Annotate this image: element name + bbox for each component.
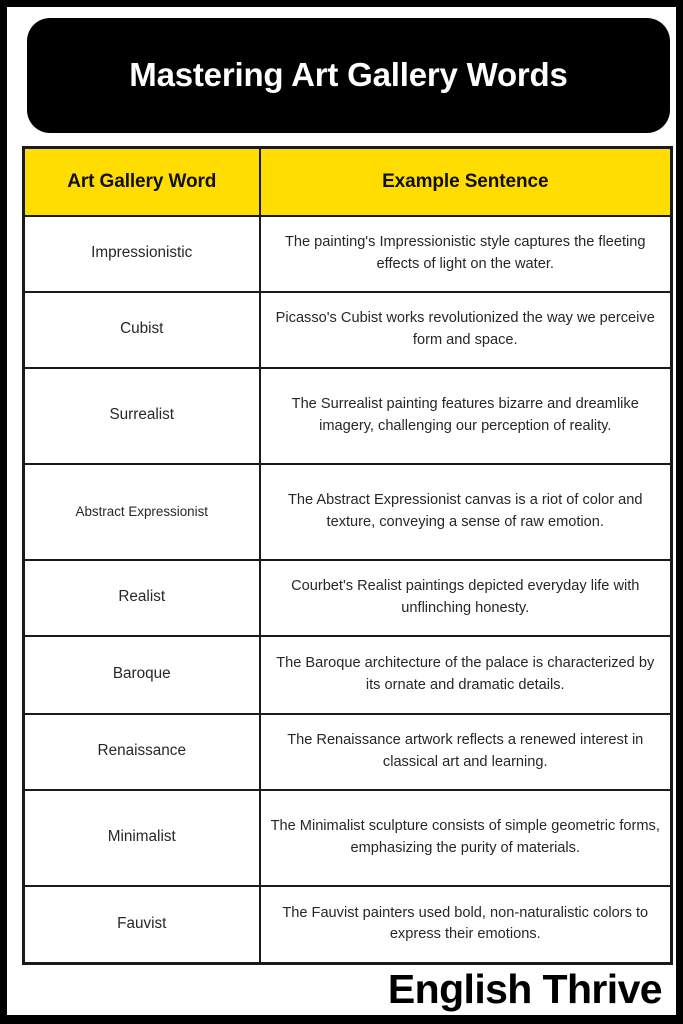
cell-art-gallery-word: Abstract Expressionist [24,464,260,560]
vocabulary-table-container [22,146,670,965]
column-header-example-sentence: Example Sentence [260,148,672,216]
cell-art-gallery-word: Fauvist [24,886,260,964]
table-row [24,560,672,636]
cell-example-sentence: The painting's Impressionistic style captures the fleeting effects of light on the water. [260,216,672,292]
table-header [24,148,672,216]
table-row [24,714,672,790]
cell-example-sentence: Courbet's Realist paintings depicted everyday life with unflinching honesty. [260,560,672,636]
cell-art-gallery-word: Cubist [24,292,260,368]
page-canvas [7,7,676,1015]
footer-brand-row [15,967,662,1015]
brand-name: English Thrive [387,966,662,1012]
column-header-art-gallery-word: Art Gallery Word [24,148,260,216]
title-banner [27,18,670,133]
cell-example-sentence: The Baroque architecture of the palace is characterized by its ornate and dramatic details. [260,636,672,714]
cell-example-sentence: The Fauvist painters used bold, non-naturalistic colors to express their emotions. [260,886,672,964]
page-title: Mastering Art Gallery Words [129,56,568,94]
cell-example-sentence: The Surrealist painting features bizarre and dreamlike imagery, challenging our perception of reality. [260,368,672,464]
cell-art-gallery-word: Surrealist [24,368,260,464]
table-row [24,886,672,964]
table-row [24,636,672,714]
table-row [24,292,672,368]
table-row [24,464,672,560]
vocabulary-table [22,146,673,965]
cell-art-gallery-word: Renaissance [24,714,260,790]
table-row [24,368,672,464]
cell-example-sentence: The Renaissance artwork reflects a renewed interest in classical art and learning. [260,714,672,790]
table-row [24,790,672,886]
cell-art-gallery-word: Realist [24,560,260,636]
cell-example-sentence: The Abstract Expressionist canvas is a riot of color and texture, conveying a sense of raw emotion. [260,464,672,560]
cell-example-sentence: Picasso's Cubist works revolutionized the way we perceive form and space. [260,292,672,368]
cell-art-gallery-word: Impressionistic [24,216,260,292]
cell-art-gallery-word: Minimalist [24,790,260,886]
table-row [24,216,672,292]
cell-art-gallery-word: Baroque [24,636,260,714]
cell-example-sentence: The Minimalist sculpture consists of simple geometric forms, emphasizing the purity of materials. [260,790,672,886]
table-header-row [24,148,672,216]
table-body [24,216,672,964]
